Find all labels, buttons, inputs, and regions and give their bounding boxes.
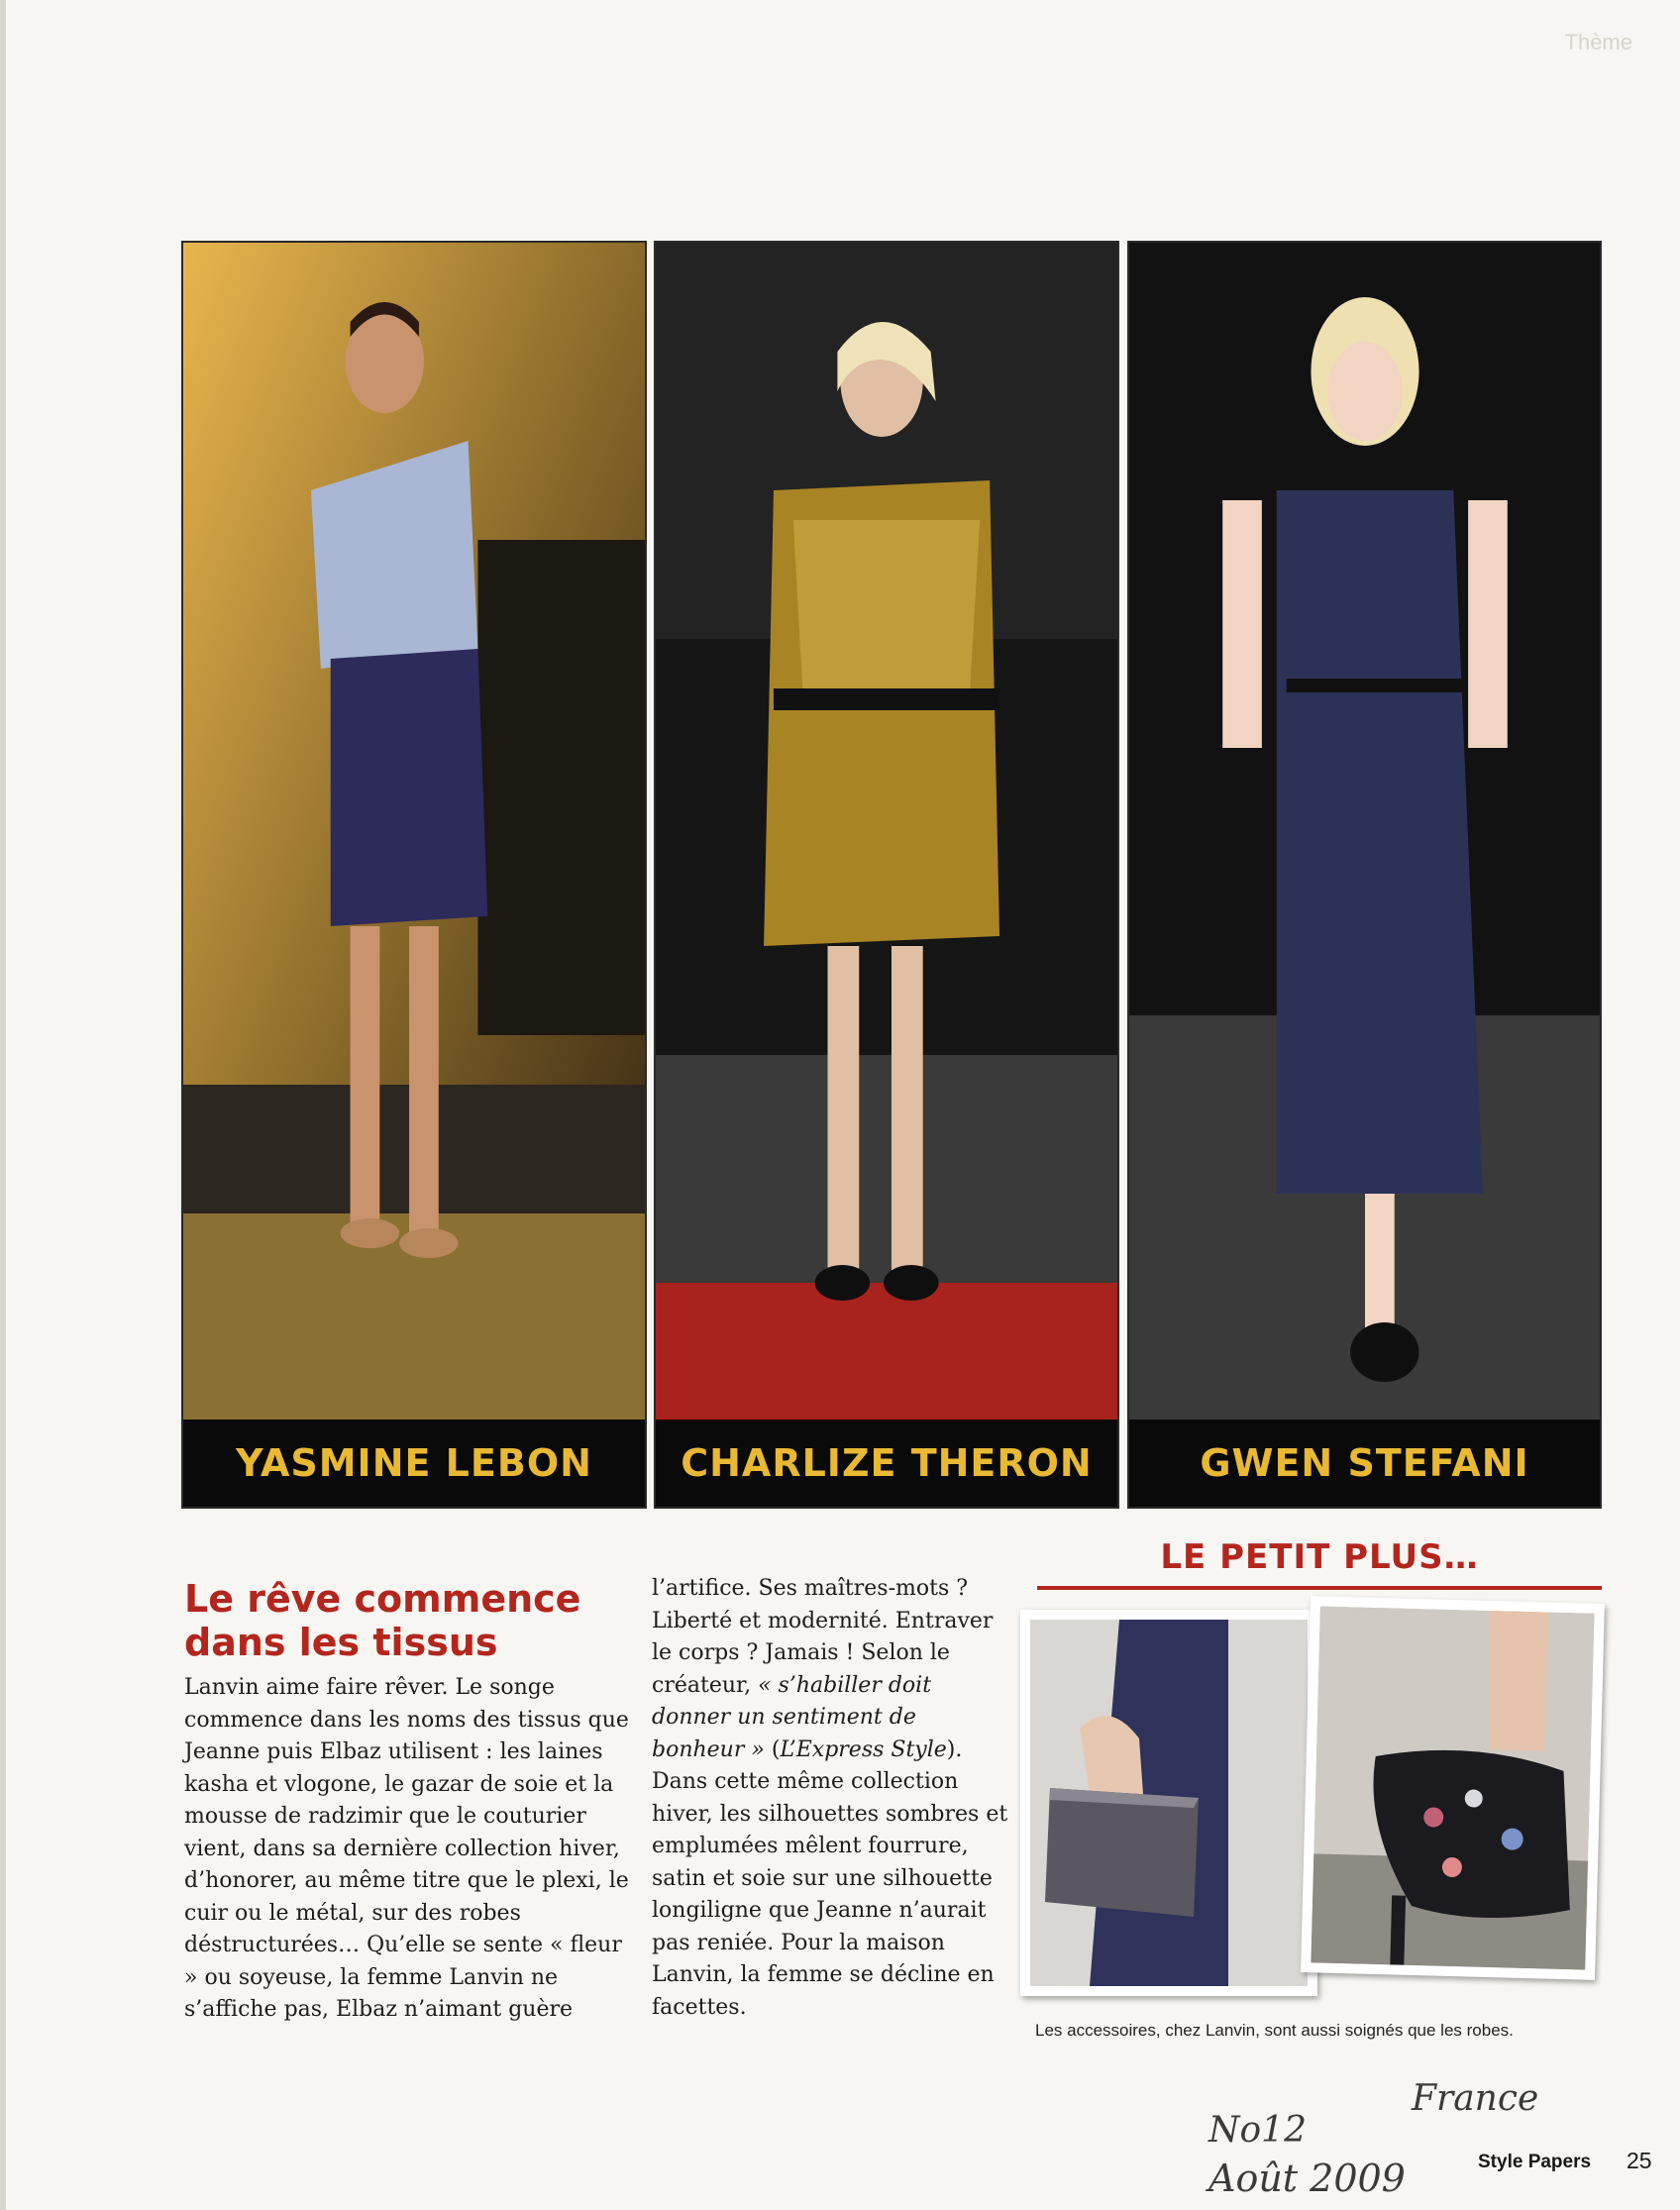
photo-scene bbox=[656, 243, 1117, 1421]
handwritten-country: France bbox=[1412, 2078, 1539, 2119]
shoe-image bbox=[1311, 1606, 1594, 1969]
article-column-1: Lanvin aime faire rêver. Le songe commence dans les noms des tissus que Jeanne puis Elbaz utilisent : les laines kasha et vlogone, le gazar de soie et la mousse de radzimir que le couturier vient, dans sa dernière collection hiver, d’honorer, au même titre que le plexi, le cuir ou le métal, sur des robes déstructurées… Qu’elle se sente « fleur » ou soyeuse, la femme Lanvin ne s’affiche pas, Elbaz n’aimant guère bbox=[184, 1675, 629, 2022]
petit-plus-caption: Les accessoires, chez Lanvin, sont aussi soignés que les robes. bbox=[1035, 2021, 1514, 2040]
page-edge bbox=[0, 0, 6, 2210]
designer-quote: « s’habiller doit donner un sentiment de bonheur » bbox=[652, 1672, 932, 1762]
photo-yasmine-lebon bbox=[181, 241, 647, 1509]
clutch-image bbox=[1030, 1620, 1308, 1986]
photo-scene bbox=[183, 243, 645, 1421]
name-bar: CHARLIZE THERON bbox=[656, 1420, 1117, 1507]
accessory-photo-shoe bbox=[1301, 1596, 1605, 1980]
article-headline: Le rêve commence dans les tissus bbox=[184, 1577, 581, 1664]
handwritten-date: Août 2009 bbox=[1208, 2157, 1406, 2200]
accessory-photo-clutch bbox=[1020, 1610, 1317, 1996]
magazine-name: Style Papers bbox=[1478, 2152, 1592, 2172]
page-number: 25 bbox=[1627, 2148, 1652, 2173]
column-2-text: l’artifice. Ses maîtres-mots ? Liberté et modernité. Entraver le corps ? Jamais ! Selon le créateur, bbox=[652, 1576, 994, 1698]
bleed-through-text bbox=[184, 1509, 191, 1538]
article-column-2 bbox=[652, 1573, 1008, 2024]
photo-scene bbox=[1129, 243, 1600, 1421]
quote-source: L’Express Style bbox=[780, 1736, 947, 1762]
name-bar: YASMINE LEBON bbox=[183, 1420, 645, 1507]
paren-open: ( bbox=[764, 1736, 781, 1762]
handwritten-issue: No12 bbox=[1208, 2110, 1307, 2151]
name-bar: GWEN STEFANI bbox=[1129, 1420, 1600, 1507]
photo-gwen-stefani bbox=[1127, 241, 1602, 1509]
section-header: Thème bbox=[1564, 30, 1632, 54]
handwritten-note bbox=[1199, 2070, 1615, 2209]
petit-plus-title: LE PETIT PLUS… bbox=[1160, 1537, 1479, 1577]
column-2-text-cont: ). Dans cette même collection hiver, les silhouettes sombres et emplumées mêlent fourrure, satin et soie sur une silhouette longiligne que Jeanne n’aurait pas reniée. Pour la maison Lanvin, la femme se décline en facettes. bbox=[652, 1736, 1008, 2020]
photo-charlize-theron bbox=[654, 241, 1119, 1509]
petit-plus-rule bbox=[1037, 1586, 1602, 1590]
